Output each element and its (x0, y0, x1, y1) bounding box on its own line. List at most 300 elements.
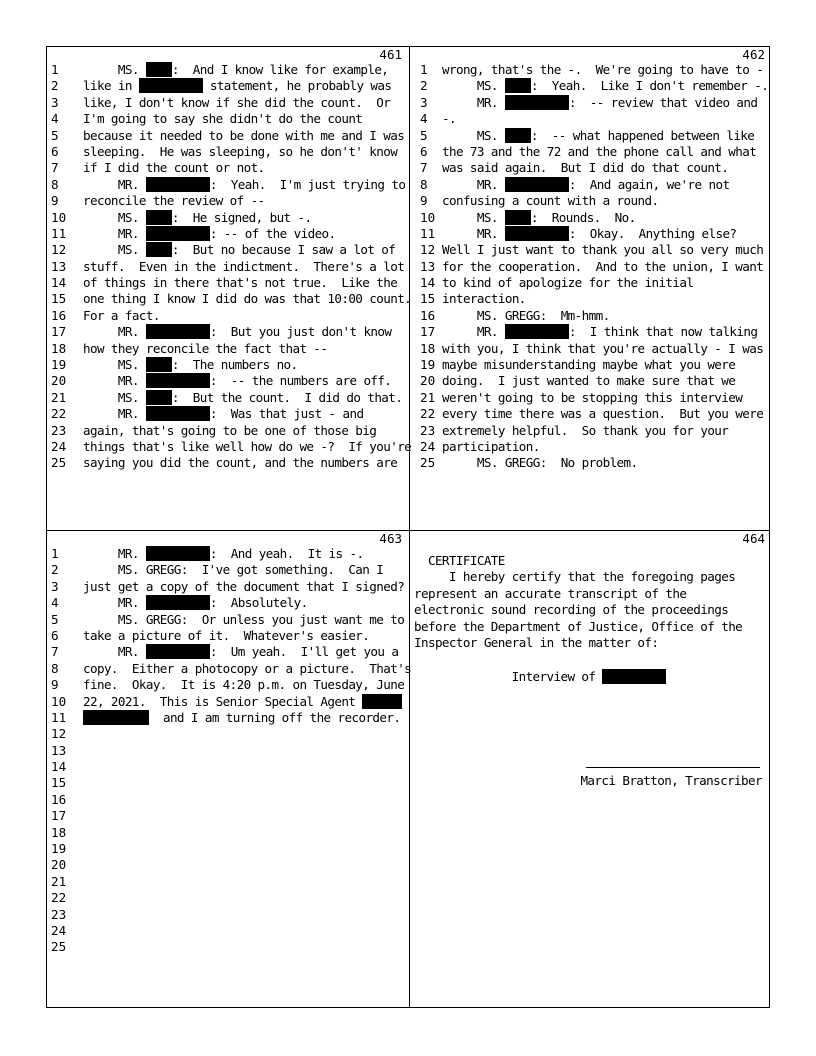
transcript-line (410, 160, 771, 176)
line-text (442, 160, 728, 176)
transcript-line (47, 406, 408, 422)
page-number: 461 (379, 47, 402, 62)
line-text (83, 95, 390, 111)
transcript-line (47, 579, 408, 595)
transcriber-name: Marci Bratton, Transcriber (580, 773, 762, 788)
line-number: 13 (420, 258, 436, 274)
text-segment: : And again, we're not (568, 176, 730, 192)
transcript-line (410, 373, 771, 389)
line-number: 1 (51, 546, 59, 561)
line-text (442, 78, 768, 94)
signature-line (586, 767, 760, 768)
text-segment: MR. (442, 94, 505, 110)
redaction-bar (146, 644, 210, 659)
text-segment: : -- of the video. (209, 225, 336, 241)
line-text (83, 226, 336, 242)
line-number: 7 (51, 644, 59, 660)
line-number: 9 (51, 193, 59, 209)
line-text (83, 160, 265, 176)
transcript-line (410, 78, 771, 94)
transcript-line (410, 193, 771, 209)
text-segment: of things in there that's not true. Like the (83, 275, 398, 291)
line-text (83, 546, 363, 562)
line-number: 18 (51, 340, 67, 356)
transcript-line (47, 62, 408, 78)
transcript-line (47, 341, 408, 357)
line-text (442, 341, 763, 357)
text-segment: MS. (83, 389, 146, 405)
text-segment: : Um yeah. I'll get you a (209, 644, 399, 660)
redaction-bar (146, 546, 210, 561)
text-segment: Well I just want to thank you all so very much (442, 242, 764, 258)
line-text (83, 111, 362, 127)
transcript-line (47, 562, 408, 578)
line-number: 13 (51, 258, 67, 274)
text-segment: interaction. (442, 291, 526, 307)
text-segment: 22, 2021. This is Senior Special Agent (83, 693, 363, 709)
text-segment: MS. GREGG: Mm-hmm. (442, 307, 610, 323)
line-text (442, 111, 456, 127)
line-number: 18 (51, 824, 67, 840)
line-number: 24 (51, 922, 67, 938)
text-segment: MS. GREGG: I've got something. Can I (83, 562, 384, 578)
redaction-bar (139, 78, 203, 93)
transcript-line (47, 259, 408, 275)
line-text (83, 128, 404, 144)
redaction-bar (362, 694, 402, 709)
text-segment: : The numbers no. (171, 357, 298, 373)
transcript-line (410, 341, 771, 357)
transcript-line (47, 660, 412, 677)
line-number: 16 (51, 307, 67, 323)
text-segment: : Yeah. Like I don't remember -. (530, 78, 769, 94)
line-number: 1 (51, 62, 59, 77)
text-segment: : Okay. Anything else? (568, 225, 737, 241)
line-text (83, 341, 327, 357)
line-number: 11 (51, 225, 67, 241)
transcript-line (410, 324, 771, 340)
line-number: 12 (420, 242, 436, 258)
line-text (83, 390, 402, 406)
line-text (83, 677, 404, 693)
line-number: 8 (420, 176, 428, 192)
line-number: 5 (420, 127, 428, 143)
transcript-line (47, 890, 408, 906)
transcript-line (47, 144, 408, 160)
line-number: 12 (51, 726, 67, 742)
line-number: 2 (51, 562, 59, 578)
line-number: 19 (51, 841, 67, 857)
text-segment: MR. (83, 595, 146, 611)
line-text (83, 439, 411, 455)
transcript-line (47, 226, 408, 242)
page-number: 463 (379, 531, 402, 546)
line-text (83, 644, 398, 660)
line-text (442, 95, 757, 111)
redaction-bar (505, 78, 531, 93)
text-segment: was said again. But I did do that count. (442, 160, 729, 176)
redaction-bar (505, 324, 569, 339)
text-segment: confusing a count with a round. (442, 193, 659, 209)
line-text (83, 628, 369, 644)
page-number: 464 (742, 531, 765, 546)
line-number: 3 (51, 578, 59, 594)
text-segment: weren't going to be stopping this interview (442, 389, 743, 405)
line-text (442, 226, 736, 242)
transcript-line (47, 373, 408, 389)
transcript-line (47, 710, 408, 726)
text-segment: one thing I know I did do was that 10:00 count. (83, 291, 412, 307)
interview-label: Interview of (511, 669, 603, 685)
line-text (442, 242, 763, 258)
redaction-bar (505, 210, 531, 225)
line-text (442, 128, 754, 144)
line-number: 5 (51, 611, 59, 627)
text-segment: for the cooperation. And to the union, I want (442, 258, 764, 274)
line-text (442, 308, 610, 324)
line-text (83, 710, 400, 726)
text-segment: MS. (442, 78, 505, 94)
transcript-line (47, 193, 408, 209)
text-segment: MS. GREGG: Or unless you just want me to (83, 611, 405, 627)
transcript-lines (410, 62, 771, 472)
certificate-line: electronic sound recording of the proceedings (414, 602, 729, 618)
text-segment: : But no because I saw a lot of (171, 242, 396, 258)
page-461 (47, 47, 412, 529)
page-464 (410, 531, 771, 1013)
line-number: 11 (420, 225, 436, 241)
transcript-line (410, 226, 771, 242)
text-segment: and I am turning off the recorder. (149, 709, 401, 725)
transcript-line (47, 242, 408, 258)
line-text (442, 373, 735, 389)
redaction-bar (505, 128, 531, 143)
text-segment: copy. Either a photocopy or a picture. That's (83, 660, 412, 676)
line-number: 24 (51, 438, 67, 454)
text-segment: again, that's going to be one of those big (83, 422, 377, 438)
transcript-line (410, 291, 771, 307)
line-text (442, 259, 763, 275)
transcript-line (47, 308, 408, 324)
line-number: 23 (420, 422, 436, 438)
line-text (442, 439, 540, 455)
transcript-line (410, 210, 771, 226)
text-segment: sleeping. He was sleeping, so he don't' know (83, 143, 398, 159)
line-text (442, 144, 756, 160)
text-segment: MR. (83, 176, 146, 192)
line-text (83, 324, 391, 340)
text-segment: if I did the count or not. (83, 160, 265, 176)
line-text (83, 406, 363, 422)
line-number: 7 (420, 160, 428, 176)
redaction-bar (146, 595, 210, 610)
text-segment: : -- what happened between like (530, 127, 755, 143)
line-number: 7 (51, 160, 59, 176)
transcript-line (47, 907, 408, 923)
text-segment: wrong, that's the -. We're going to have to - (442, 62, 764, 77)
text-segment: stuff. Even in the indictment. There's a lot (83, 258, 405, 274)
transcript-line (47, 177, 408, 193)
text-segment: doing. I just wanted to make sure that we (442, 373, 736, 389)
text-segment: -. (442, 111, 456, 127)
line-number: 20 (51, 857, 67, 873)
redaction-bar (83, 710, 149, 725)
line-number: 4 (51, 111, 59, 127)
transcript-line (410, 357, 771, 373)
redaction-bar (146, 226, 210, 241)
line-text (442, 210, 636, 226)
line-number: 19 (420, 357, 436, 373)
page-462 (410, 47, 771, 529)
transcript-line (47, 357, 408, 373)
line-text (83, 242, 395, 258)
redaction-bar (505, 95, 569, 110)
certificate-line: before the Department of Justice, Office of the (414, 618, 743, 634)
text-segment: : Absolutely. (209, 595, 308, 611)
transcript-line (47, 874, 408, 890)
text-segment: : He signed, but -. (171, 209, 312, 225)
line-number: 10 (51, 693, 67, 709)
redaction-bar (146, 324, 210, 339)
redaction-bar (146, 177, 210, 192)
text-segment: : And I know like for example, (171, 62, 389, 77)
text-segment: For a fact. (83, 307, 160, 323)
transcript-line (47, 612, 408, 628)
line-text (83, 62, 388, 78)
text-segment: like, I don't know if she did the count. Or (83, 94, 391, 110)
transcript-line (47, 628, 408, 644)
line-text (83, 694, 402, 710)
transcript-line (47, 95, 408, 111)
transcript-line (47, 291, 412, 307)
transcript-line (410, 259, 771, 275)
transcript-line (410, 455, 771, 471)
text-segment: MR. (83, 225, 146, 241)
text-segment: : But you just don't know (209, 324, 392, 340)
line-text (83, 210, 312, 226)
line-text (442, 62, 763, 78)
transcript-line (47, 939, 408, 955)
line-number: 11 (51, 709, 67, 725)
transcript-line (47, 923, 408, 939)
text-segment: how they reconcile the fact that -- (83, 340, 328, 356)
line-number: 3 (420, 94, 428, 110)
line-text (83, 308, 160, 324)
line-text (83, 177, 405, 193)
line-number: 18 (420, 340, 436, 356)
line-number: 23 (51, 906, 67, 922)
text-segment: MS. (83, 62, 146, 77)
line-text (83, 423, 376, 439)
certificate-line: represent an accurate transcript of the (414, 585, 687, 601)
transcript-line (47, 595, 408, 611)
transcript-line (47, 210, 408, 226)
transcript-line (47, 455, 408, 471)
line-text (442, 177, 729, 193)
certificate-heading: CERTIFICATE (414, 553, 505, 568)
transcript-line (47, 759, 408, 775)
line-text (442, 423, 728, 439)
line-text (83, 579, 404, 595)
text-segment: the 73 and the 72 and the phone call and what (442, 143, 757, 159)
text-segment: because it needed to be done with me and I was (83, 127, 405, 143)
text-segment: MS. (442, 209, 505, 225)
line-number: 3 (51, 94, 59, 110)
line-number: 21 (51, 873, 67, 889)
line-text (83, 259, 404, 275)
text-segment: fine. Okay. It is 4:20 p.m. on Tuesday, June (83, 677, 405, 693)
transcript-line (47, 841, 408, 857)
page-number: 462 (742, 47, 765, 62)
transcript-line (47, 644, 408, 660)
line-number: 13 (51, 742, 67, 758)
transcript-line (410, 406, 771, 422)
redaction-bar (146, 210, 172, 225)
line-text (442, 390, 742, 406)
line-text (83, 661, 411, 677)
text-segment: MS. (83, 209, 146, 225)
text-segment: : And yeah. It is -. (209, 546, 364, 561)
line-number: 14 (51, 759, 67, 775)
line-number: 4 (420, 111, 428, 127)
transcript-line (410, 275, 771, 291)
transcript-line (47, 546, 408, 562)
redaction-bar (146, 62, 172, 77)
transcript-lines (47, 546, 412, 956)
line-text (83, 144, 397, 160)
line-number: 20 (51, 373, 67, 389)
line-number: 16 (51, 791, 67, 807)
line-text (83, 291, 411, 307)
text-segment: I'm going to say she didn't do the count (83, 111, 363, 127)
line-number: 14 (51, 275, 67, 291)
certificate-line: I hereby certify that the foregoing pages (414, 569, 736, 585)
transcript-line (47, 438, 412, 455)
line-text (83, 455, 397, 471)
line-text (83, 193, 265, 209)
line-number: 15 (51, 291, 67, 307)
line-text (442, 455, 638, 471)
transcript-lines (47, 62, 412, 472)
line-text (442, 275, 693, 291)
certificate-line: Inspector General in the matter of: (414, 635, 659, 651)
text-segment: reconcile the review of -- (83, 193, 265, 209)
line-number: 2 (51, 78, 59, 94)
text-segment: saying you did the count, and the numbers are (83, 455, 398, 471)
line-number: 21 (420, 389, 436, 405)
line-number: 8 (51, 660, 59, 676)
redaction-bar (505, 177, 569, 192)
transcript-line (47, 275, 408, 291)
transcript-line (410, 128, 771, 144)
transcript-line (410, 95, 771, 111)
transcript-line (47, 390, 408, 406)
transcript-line (47, 128, 408, 144)
transcript-line (410, 177, 771, 193)
text-segment: like in (83, 78, 139, 94)
text-segment: MS. (442, 127, 505, 143)
text-segment: maybe misunderstanding maybe what you were (442, 357, 736, 373)
line-number: 19 (51, 357, 67, 373)
line-text (83, 78, 391, 94)
text-segment: things that's like well how do we -? If you're (83, 438, 412, 454)
text-segment: : Rounds. No. (530, 209, 636, 225)
text-segment: : Was that just - and (209, 406, 364, 422)
line-number: 16 (420, 307, 436, 323)
certificate (414, 553, 764, 788)
transcript-line (47, 324, 408, 340)
line-number: 6 (420, 143, 428, 159)
text-segment: : -- review that video and (568, 94, 758, 110)
line-text (83, 357, 298, 373)
line-number: 17 (51, 324, 67, 340)
line-number: 22 (51, 406, 67, 422)
text-segment: : I think that now talking (568, 324, 758, 340)
line-number: 4 (51, 595, 59, 611)
transcript-line (47, 808, 408, 824)
transcript-line (47, 160, 408, 176)
line-number: 14 (420, 275, 436, 291)
line-text (83, 612, 404, 628)
line-number: 15 (420, 291, 436, 307)
transcript-line (410, 242, 771, 258)
text-segment: : Yeah. I'm just trying to (209, 176, 406, 192)
line-number: 2 (420, 78, 428, 94)
text-segment: : -- the numbers are off. (209, 373, 392, 389)
transcript-line (410, 308, 771, 324)
line-number: 9 (420, 193, 428, 209)
transcript-line (47, 857, 408, 873)
line-number: 17 (420, 324, 436, 340)
line-text (442, 357, 735, 373)
transcript-line (47, 825, 408, 841)
line-number: 10 (420, 209, 436, 225)
transcript-line (410, 390, 771, 406)
line-number: 21 (51, 389, 67, 405)
text-segment: to kind of apologize for the initial (442, 275, 694, 291)
line-number: 17 (51, 808, 67, 824)
text-segment: MR. (83, 406, 146, 422)
line-number: 24 (420, 438, 436, 454)
line-number: 5 (51, 127, 59, 143)
line-number: 12 (51, 242, 67, 258)
transcript-line (47, 677, 408, 693)
text-segment: MR. (83, 324, 146, 340)
redaction-bar (146, 406, 210, 421)
line-number: 23 (51, 422, 67, 438)
text-segment: MS. (83, 357, 146, 373)
text-segment: MR. (442, 324, 505, 340)
text-segment: take a picture of it. Whatever's easier. (83, 627, 370, 643)
text-segment: MR. (442, 225, 505, 241)
line-text (83, 275, 397, 291)
transcript-line (47, 111, 408, 127)
transcript-sheet (46, 46, 770, 1008)
transcript-line (47, 726, 408, 742)
line-number: 25 (420, 455, 436, 471)
redaction-bar (146, 242, 172, 257)
text-segment: just get a copy of the document that I signed? (83, 578, 405, 594)
text-segment: MS. GREGG: No problem. (442, 455, 638, 471)
page-463 (47, 531, 412, 1013)
transcript-line (410, 62, 771, 78)
text-segment: MS. (83, 242, 146, 258)
transcript-line (47, 743, 408, 759)
transcript-line (47, 78, 408, 94)
line-number: 6 (51, 143, 59, 159)
text-segment: participation. (442, 438, 540, 454)
line-text (83, 373, 391, 389)
